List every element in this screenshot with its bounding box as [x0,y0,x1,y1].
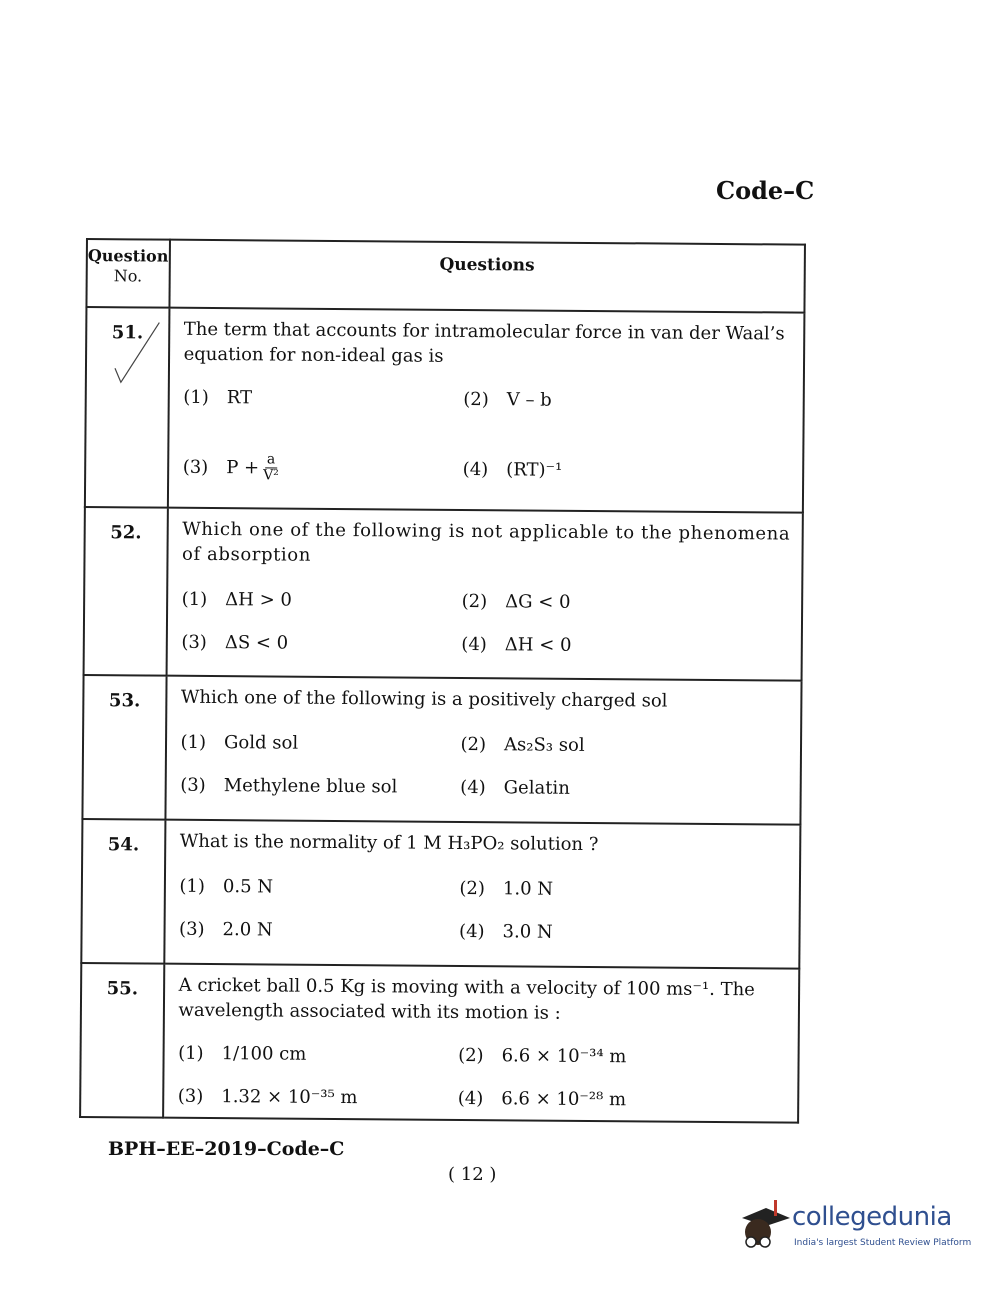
option-4: (4) 3.0 N [459,920,553,943]
question-row [84,507,803,681]
question-text: The term that accounts for intramolecular force in van der Waal’s equation for non-ideal gas is [183,318,785,367]
code-label: Code–C [716,176,815,205]
question-row [81,819,800,969]
question-cell [165,676,802,825]
question-number: 53. [108,690,141,712]
options [178,1043,788,1112]
options [181,589,791,658]
option-2: (2) As₂S₃ sol [460,733,585,756]
option-2: (2) V – b [463,388,552,411]
fraction: $\frac{a}{\text{V²}}$ [263,451,279,484]
page-number: ( 12 ) [448,1164,497,1185]
question-cell [164,820,801,969]
question-number: 55. [106,978,139,1000]
options [179,876,789,945]
option-3: (3) P + $\frac{a}{\text{V²}}$ [182,451,279,484]
header-question-no [86,239,169,308]
brand-name: collegedunia [792,1202,952,1232]
option-3: (3) Methylene blue sol [180,774,398,798]
header-question-no-line1: Question [87,246,169,266]
question-text: A cricket ball 0.5 Kg is moving with a velocity of 100 ms⁻¹. The wavelength associated with its motion is : [178,974,755,1024]
mascot-icon [736,1196,792,1256]
question-number: 52. [110,522,142,544]
option-2: (2) ΔG < 0 [461,590,571,613]
option-1: (1) ΔH > 0 [181,588,292,611]
question-number-cell [82,675,166,820]
question-text: What is the normality of 1 M H₃PO₂ solution ? [179,830,599,856]
question-cell [167,308,804,513]
question-cell [163,964,800,1123]
table-header-row [86,239,805,313]
question-table [79,238,806,1124]
option-4: (4) 6.6 × 10⁻²⁸ m [457,1087,627,1111]
header-question-no-line2: No. [113,266,143,286]
question-row [85,307,805,513]
footer-code: BPH–EE–2019–Code–C [108,1138,345,1160]
option-3: (3) 2.0 N [179,918,273,941]
question-number: 51. [111,322,144,344]
option-4: (4) (RT)⁻¹ [462,458,563,481]
option-2: (2) 6.6 × 10⁻³⁴ m [458,1044,627,1068]
option-3: (3) 1.32 × 10⁻³⁵ m [177,1085,358,1109]
question-row [80,963,799,1123]
question-row [82,675,801,825]
option-1: (1) Gold sol [180,731,299,754]
question-number-cell [80,963,164,1118]
option-1: (1) 0.5 N [179,875,274,898]
option-1: (1) 1/100 cm [178,1042,307,1065]
options [183,387,793,488]
option-1: (1) RT [183,386,253,409]
question-number-cell [85,307,169,508]
option-2: (2) 1.0 N [459,877,554,900]
option-4: (4) Gelatin [460,776,570,799]
question-text: Which one of the following is not applicable to the phenomena of absorption [181,518,791,566]
header-questions: Questions [169,240,805,313]
question-number: 54. [107,834,140,856]
option-3: (3) ΔS < 0 [181,631,289,654]
options [180,732,790,801]
question-number-cell [81,819,165,964]
question-text: Which one of the following is a positively charged sol [180,686,668,712]
collegedunia-logo [736,1196,972,1256]
check-mark-icon [111,320,172,390]
option-4: (4) ΔH < 0 [461,633,572,656]
brand-tagline: India's largest Student Review Platform [794,1238,972,1248]
question-cell [166,508,803,681]
question-number-cell [84,507,168,676]
